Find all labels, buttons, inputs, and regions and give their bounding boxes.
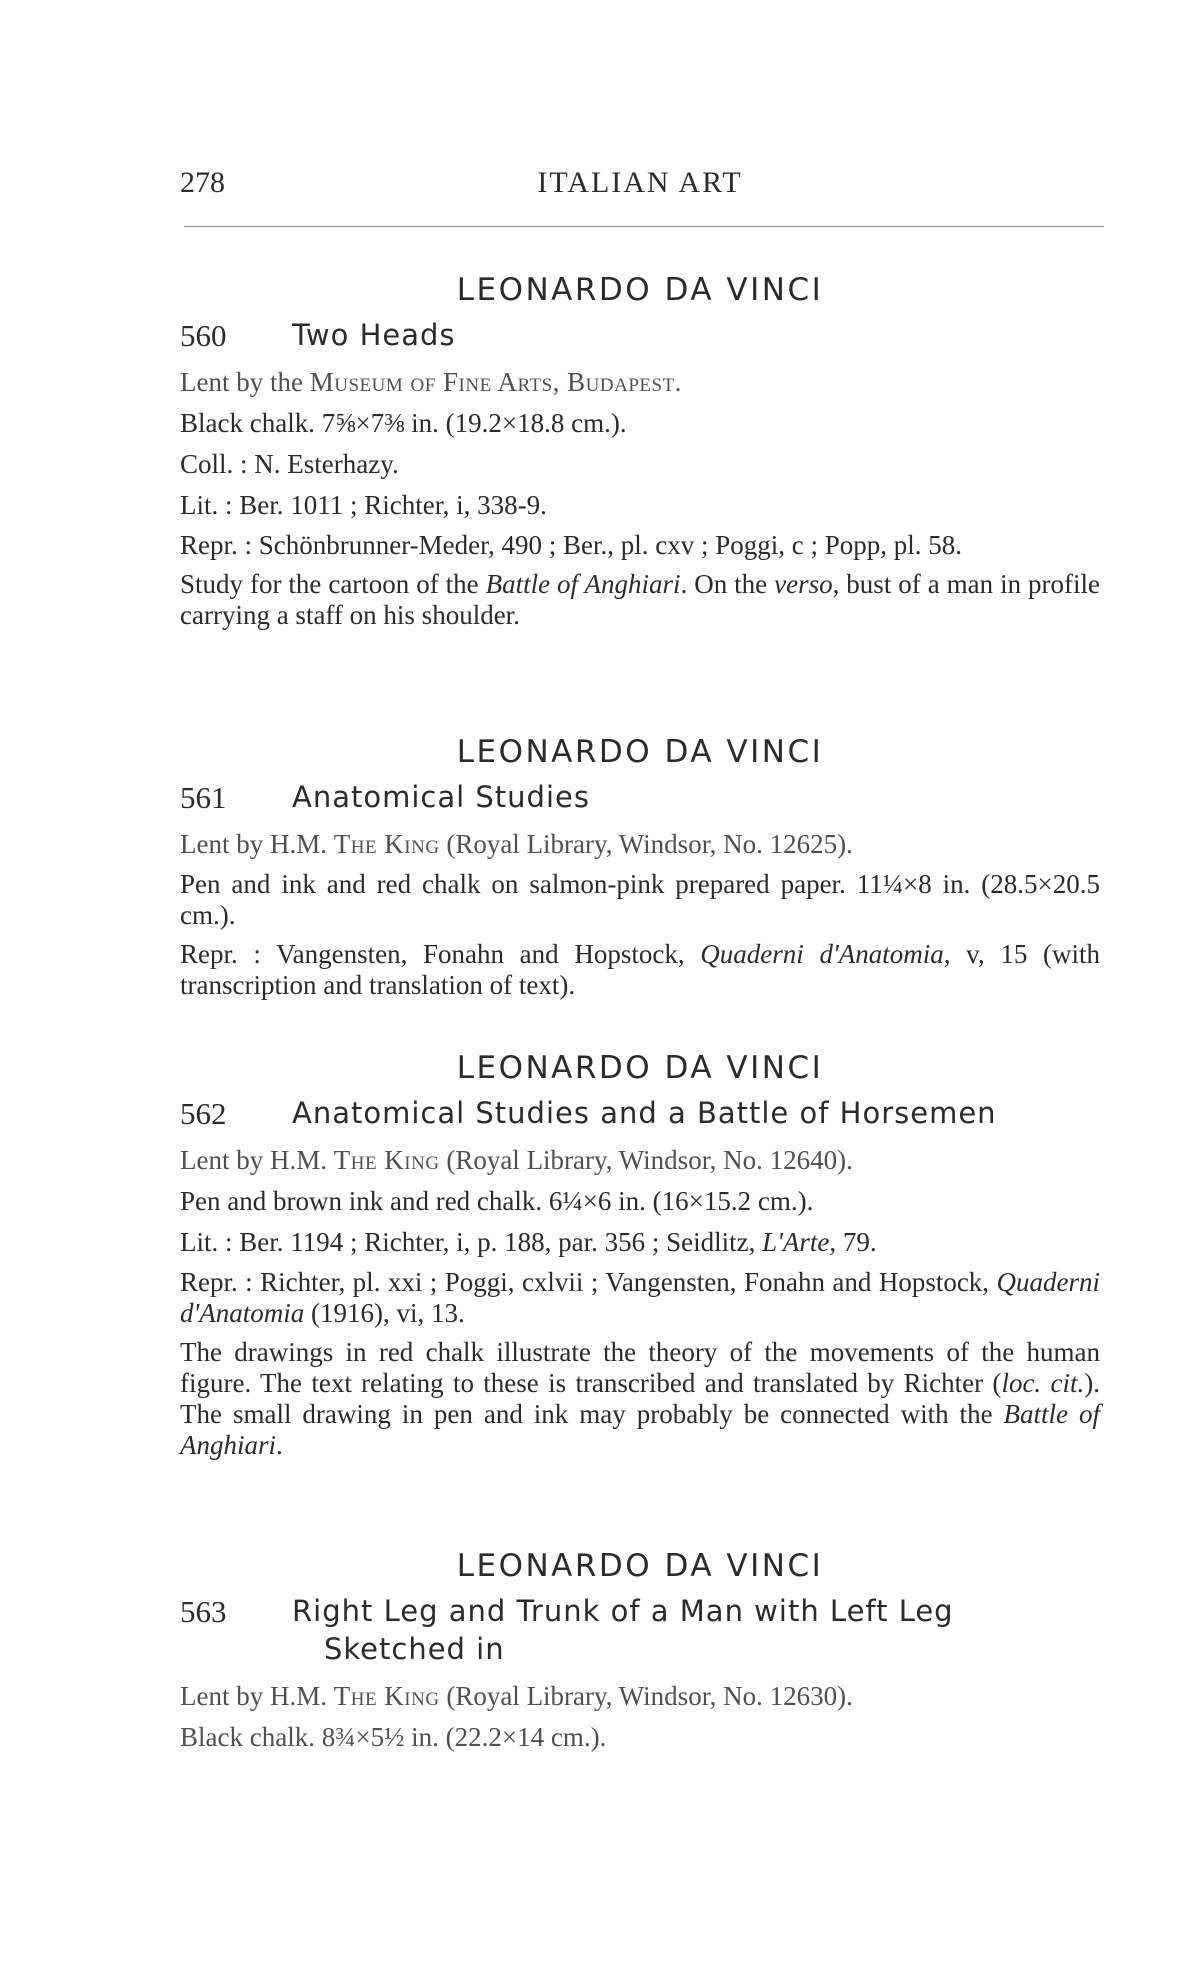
note-text: . On the [680, 569, 768, 599]
lender-name: Museum of Fine Arts, Budapest. [309, 367, 682, 397]
entry-number: 560 [180, 318, 227, 353]
lender-line [180, 828, 1100, 861]
note-text: Study for the cartoon of the [180, 569, 479, 599]
note-text: ). The small drawing in pen and ink may probably be connected with the [180, 1368, 1100, 1429]
entry-title-row [180, 316, 1100, 354]
lit-text: Lit. : Ber. 1194 ; Richter, i, p. 188, par. 356 ; Seidlitz, [180, 1227, 756, 1257]
note-text: . [276, 1430, 283, 1460]
entry-title-line: Sketched in [324, 1632, 505, 1666]
lit-text: , 79. [829, 1227, 877, 1257]
page-header [180, 160, 1100, 210]
literature-line: Lit. : Ber. 1011 ; Richter, i, 338-9. [180, 490, 547, 520]
page-number: 278 [180, 166, 225, 199]
artist-heading: LEONARDO DA VINCI [456, 1548, 824, 1584]
header-rule [184, 226, 1104, 227]
entry-title-row [180, 1592, 1100, 1668]
lent-prefix: Lent by H.M. [180, 1145, 327, 1175]
lender-name: The King [333, 1145, 440, 1175]
lender-line [180, 1680, 1100, 1713]
lent-prefix: Lent by H.M. [180, 1681, 327, 1711]
entry-number: 562 [180, 1096, 227, 1131]
note-italic-title: Battle of Anghiari [485, 569, 681, 599]
entry-title: Two Heads [292, 318, 456, 352]
note-italic-term: verso [774, 569, 833, 599]
lender-name: The King [333, 829, 440, 859]
repr-text: (1916), vi, 13. [311, 1298, 465, 1328]
running-title: ITALIAN ART [537, 166, 743, 199]
medium-line: Pen and ink and red chalk on salmon-pink prepared paper. 11¼×8 in. (28.5×20.5 cm.). [180, 869, 1100, 930]
artist-heading: LEONARDO DA VINCI [456, 734, 824, 770]
reproductions-line [180, 1267, 1100, 1329]
entry-note [180, 1337, 1100, 1461]
note-text: The drawings in red chalk illustrate the theory of the movements of the human figure. The text relating to these is transcribed and translated by Richter ( [180, 1337, 1100, 1398]
repr-italic-title: Quaderni d'Anatomia [700, 939, 944, 969]
medium-line: Pen and brown ink and red chalk. 6¼×6 in. (16×15.2 cm.). [180, 1186, 814, 1216]
lent-prefix: Lent by the [180, 367, 303, 397]
catalogue-entry-562 [180, 1050, 1100, 1469]
entry-number: 563 [180, 1594, 227, 1629]
note-italic-ref: loc. cit. [1001, 1368, 1085, 1398]
literature-line [180, 1226, 1100, 1259]
lent-suffix: (Royal Library, Windsor, No. 12630). [446, 1681, 853, 1711]
lender-line [180, 1144, 1100, 1177]
repr-text: , v, 15 (with transcription and translation of text). [180, 939, 1101, 1000]
medium-line: Black chalk. 8¾×5½ in. (22.2×14 cm.). [180, 1722, 607, 1752]
medium-line: Black chalk. 7⅝×7⅜ in. (19.2×18.8 cm.). [180, 408, 627, 438]
catalogue-entry-560 [180, 272, 1100, 639]
lender-name: The King [333, 1681, 440, 1711]
note-text: , bust of a man in profile carrying a staff on his shoulder. [180, 569, 1100, 630]
repr-text: Repr. : Vangensten, Fonahn and Hopstock, [180, 939, 685, 969]
artist-heading: LEONARDO DA VINCI [456, 1050, 824, 1086]
reproductions-line [180, 939, 1100, 1001]
entry-title-line: Right Leg and Trunk of a Man with Left Leg [292, 1594, 954, 1628]
entry-title-row [180, 778, 1100, 816]
lent-suffix: (Royal Library, Windsor, No. 12625). [446, 829, 853, 859]
entry-title [292, 1592, 954, 1668]
note-italic-title: Battle of Anghiari [180, 1399, 1100, 1460]
entry-note [180, 569, 1100, 631]
catalogue-entry-561 [180, 734, 1100, 1009]
collection-line: Coll. : N. Esterhazy. [180, 449, 399, 479]
lent-prefix: Lent by H.M. [180, 829, 327, 859]
repr-italic-title: Quaderni d'Anatomia [180, 1267, 1100, 1328]
artist-heading: LEONARDO DA VINCI [456, 272, 824, 308]
entry-title: Anatomical Studies and a Battle of Horsemen [292, 1096, 997, 1130]
repr-text: Repr. : Richter, pl. xxi ; Poggi, cxlvii ; Vangensten, Fonahn and Hopstock, [180, 1267, 990, 1297]
reproductions-line: Repr. : Schönbrunner-Meder, 490 ; Ber., pl. cxv ; Poggi, c ; Popp, pl. 58. [180, 530, 963, 560]
entry-title: Anatomical Studies [292, 780, 590, 814]
lent-suffix: (Royal Library, Windsor, No. 12640). [446, 1145, 853, 1175]
catalogue-entry-563 [180, 1548, 1100, 1762]
entry-number: 561 [180, 780, 227, 815]
lender-line [180, 366, 1100, 399]
lit-italic-title: L'Arte [762, 1227, 830, 1257]
entry-title-row [180, 1094, 1100, 1132]
